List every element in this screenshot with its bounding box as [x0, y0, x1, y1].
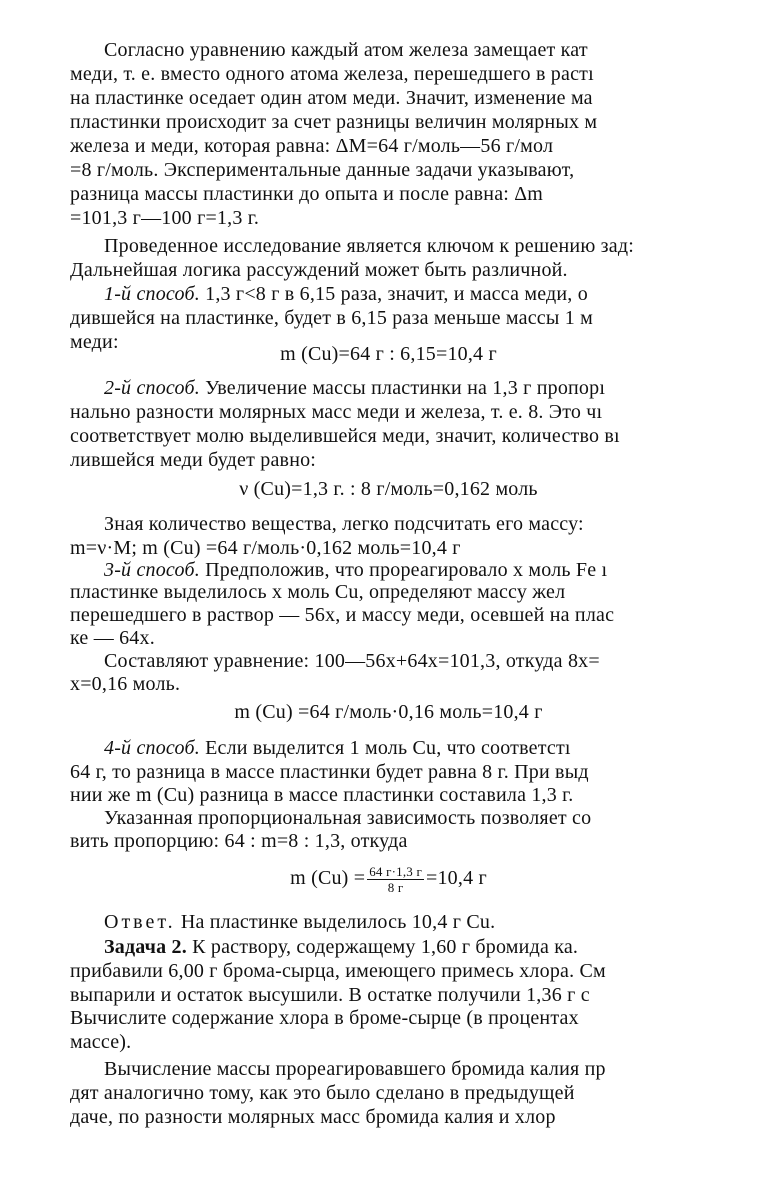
method-3-line: [104, 558, 777, 582]
fraction-denominator: 8 г: [387, 879, 404, 895]
method-1-label: 1-й способ.: [104, 283, 200, 305]
fraction-rhs: =10,4 г: [425, 867, 487, 889]
text-line: Проведенное исследование является ключом к решению зад:: [104, 235, 634, 257]
task-2-label: Задача 2.: [104, 936, 187, 958]
formula-line: m (Cu)=64 г : 6,15=10,4 г: [280, 343, 497, 365]
text-line: меди:: [70, 331, 119, 353]
fraction: [367, 864, 424, 895]
text-line: Вычисление массы прореагировавшего бромида калия пр: [104, 1058, 606, 1080]
text-fragment: Предположив, что прореагировало x моль Fe ı: [205, 559, 608, 581]
text-line: вить пропорцию: 64 : m=8 : 1,3, откуда: [70, 830, 408, 852]
fraction-formula: [0, 856, 777, 900]
answer-label: Ответ.: [104, 911, 176, 933]
method-1-line: [104, 282, 777, 306]
text-line: железа и меди, которая равна: ΔM=64 г/моль—56 г/мол: [70, 135, 554, 157]
answer-line: [104, 910, 777, 934]
text-line: x=0,16 моль.: [70, 673, 181, 695]
text-line: дившейся на пластинке, будет в 6,15 раза меньше массы 1 м: [70, 307, 593, 329]
text-line: лившейся меди будет равно:: [70, 449, 317, 471]
text-line: Вычислите содержание хлора в броме-сырце (в процентах: [70, 1007, 579, 1029]
text-line: соответствует молю выделившейся меди, значит, количество вı: [70, 425, 620, 447]
text-line: нально разности молярных масс меди и железа, т. е. 8. Это чı: [70, 401, 603, 423]
text-fragment: К раствору, содержащему 1,60 г бромида ка.: [192, 936, 579, 958]
text-line: прибавили 6,00 г брома-сырца, имеющего примесь хлора. См: [70, 960, 606, 982]
method-4-line: [104, 736, 777, 760]
method-2-line: [104, 376, 777, 400]
fraction-numerator: 64 г·1,3 г: [369, 863, 422, 879]
text-fragment: Если выделится 1 моль Cu, что соответстı: [205, 737, 571, 759]
text-line: меди, т. е. вместо одного атома железа, перешедшего в растı: [70, 63, 594, 85]
formula-line: m (Cu) =64 г/моль·0,16 моль=10,4 г: [234, 701, 543, 723]
text-line: даче, по разности молярных масс бромида калия и хлор: [70, 1106, 556, 1128]
text-line: нии же m (Cu) разница в массе пластинки составила 1,3 г.: [70, 784, 574, 806]
formula-line: ν (Cu)=1,3 г. : 8 г/моль=0,162 моль: [239, 478, 538, 500]
text-line: выпарили и остаток высушили. В остатке получили 1,36 г с: [70, 984, 590, 1006]
text-line: пластинке выделилось x моль Cu, определяют массу жел: [70, 581, 566, 603]
text-fragment: Увеличение массы пластинки на 1,3 г пропорı: [205, 377, 606, 399]
text-line: пластинки происходит за счет разницы величин молярных м: [70, 111, 598, 133]
text-line: дят аналогично тому, как это было сделано в предыдущей: [70, 1082, 575, 1104]
text-line: разница массы пластинки до опыта и после равна: Δm: [70, 183, 544, 205]
text-line: Зная количество вещества, легко подсчитать его массу:: [104, 513, 584, 535]
method-3-label: 3-й способ.: [104, 559, 200, 581]
text-line: Указанная пропорциональная зависимость позволяет со: [104, 807, 592, 829]
text-line: Согласно уравнению каждый атом железа замещает кат: [104, 39, 588, 61]
text-line: m=ν·M; m (Cu) =64 г/моль·0,162 моль=10,4 г: [70, 537, 461, 559]
text-line: ке — 64x.: [70, 627, 155, 649]
text-fragment: 1,3 г<8 г в 6,15 раза, значит, и масса меди, о: [205, 283, 588, 305]
method-2-label: 2-й способ.: [104, 377, 200, 399]
task-2-line: [104, 935, 777, 959]
text-fragment: На пластинке выделилось 10,4 г Cu.: [180, 911, 496, 933]
text-line: на пластинке оседает один атом меди. Значит, изменение ма: [70, 87, 593, 109]
fraction-lhs: m (Cu) =: [290, 867, 366, 889]
text-line: =8 г/моль. Экспериментальные данные задачи указывают,: [70, 159, 575, 181]
text-line: перешедшего в раствор — 56x, и массу меди, осевшей на плас: [70, 604, 615, 626]
text-line: массе).: [70, 1031, 132, 1053]
text-line: Составляют уравнение: 100—56x+64x=101,3, откуда 8x=: [104, 650, 600, 672]
text-line: =101,3 г—100 г=1,3 г.: [70, 207, 260, 229]
text-line: 64 г, то разница в массе пластинки будет равна 8 г. При выд: [70, 761, 589, 783]
text-line: Дальнейшая логика рассуждений может быть различной.: [70, 259, 568, 281]
method-4-label: 4-й способ.: [104, 737, 200, 759]
